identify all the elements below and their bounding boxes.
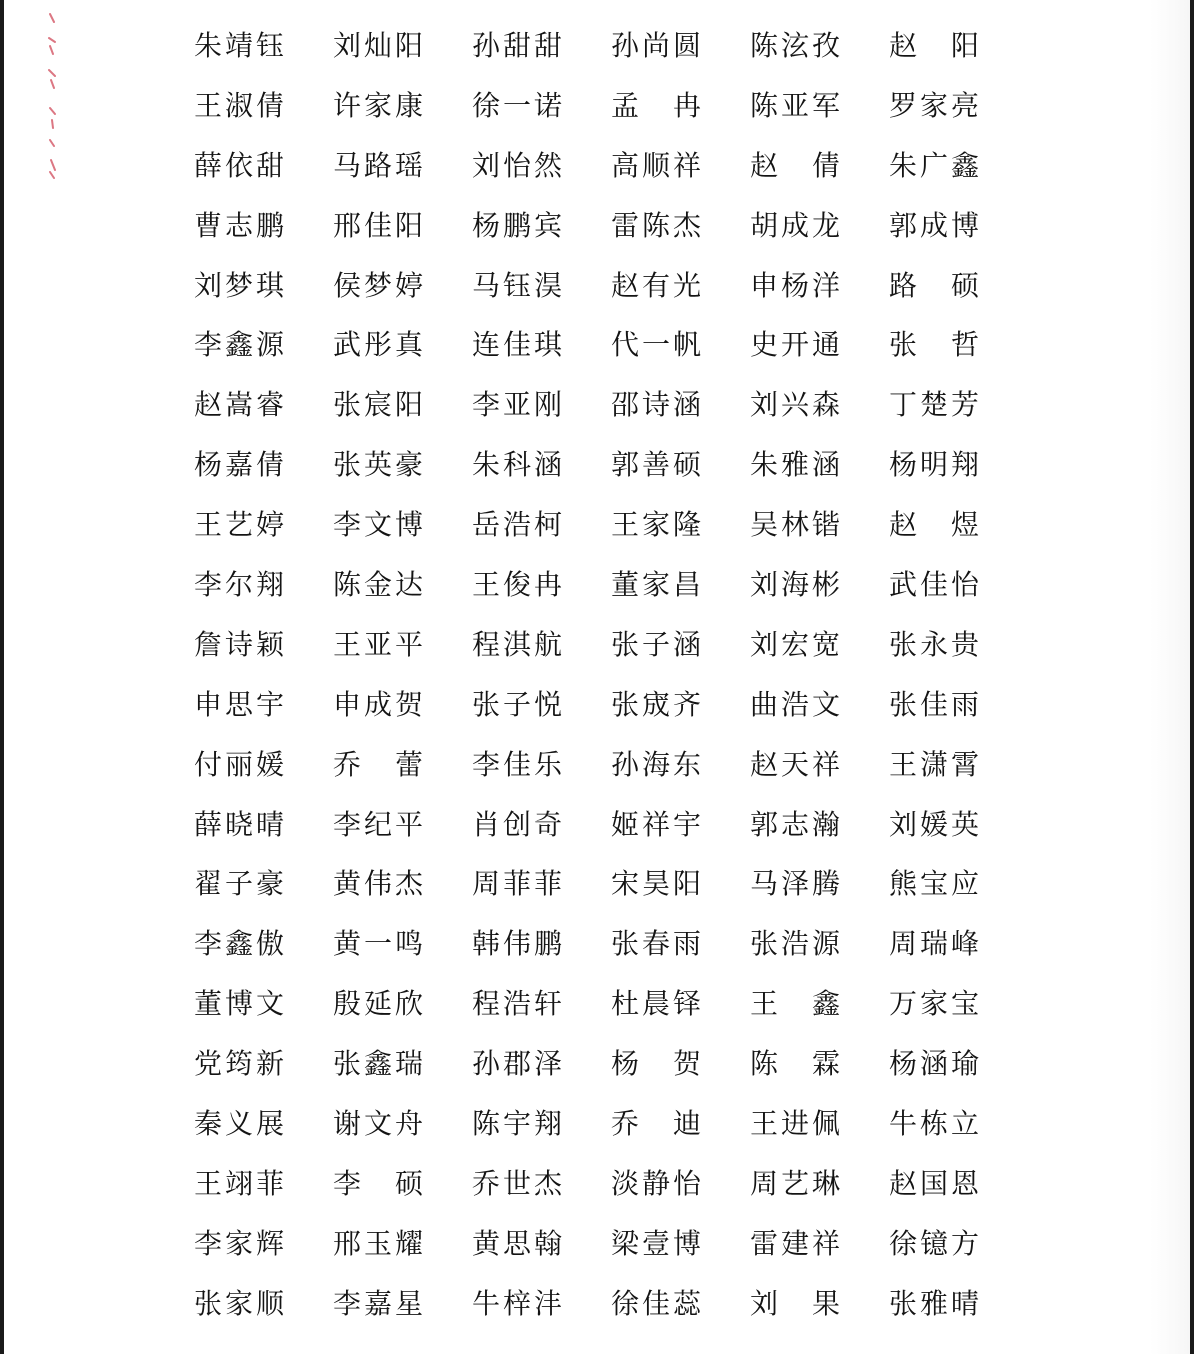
name-entry: 申杨洋 — [750, 268, 844, 302]
name-entry: 淡静怡 — [611, 1166, 705, 1200]
name-entry: 郭善硕 — [611, 448, 705, 482]
name-entry: 赵国恩 — [889, 1166, 983, 1200]
name-entry: 马路瑶 — [333, 148, 427, 182]
name-entry: 李文博 — [333, 508, 427, 542]
name-entry: 曹志鹏 — [194, 208, 288, 242]
name-entry: 薛晓晴 — [194, 807, 288, 841]
name-entry: 熊宝应 — [889, 867, 983, 901]
document-page — [4, 0, 1190, 1354]
name-entry: 马泽腾 — [750, 867, 844, 901]
name-entry: 付丽媛 — [194, 747, 288, 781]
name-entry: 谢文舟 — [333, 1107, 427, 1141]
name-entry: 程淇航 — [472, 627, 566, 661]
name-entry: 侯梦婷 — [333, 268, 427, 302]
name-entry: 武佳怡 — [889, 568, 983, 602]
name-entry: 薛依甜 — [194, 148, 288, 182]
name-entry: 董博文 — [194, 987, 288, 1021]
name-entry: 李鑫源 — [194, 328, 288, 362]
name-entry: 牛栋立 — [889, 1107, 983, 1141]
name-entry: 徐镱方 — [889, 1226, 983, 1260]
name-entry: 陈 霖 — [750, 1047, 844, 1081]
name-entry: 王淑倩 — [194, 88, 288, 122]
name-entry: 杨嘉倩 — [194, 448, 288, 482]
name-entry: 申思宇 — [194, 687, 288, 721]
name-entry: 武彤真 — [333, 328, 427, 362]
name-entry: 赵 倩 — [750, 148, 844, 182]
name-entry: 张子悦 — [472, 687, 566, 721]
name-entry: 周瑞峰 — [889, 927, 983, 961]
name-entry: 朱靖钰 — [194, 29, 288, 62]
name-entry: 张 哲 — [889, 328, 983, 362]
name-entry: 赵天祥 — [750, 747, 844, 781]
name-entry: 宋昊阳 — [611, 867, 705, 901]
name-entry: 王潇霄 — [889, 747, 983, 781]
name-entry: 申成贺 — [333, 687, 427, 721]
name-entry: 雷陈杰 — [611, 208, 705, 242]
name-entry: 乔 蕾 — [333, 747, 427, 781]
name-entry: 翟子豪 — [194, 867, 288, 901]
name-entry: 刘灿阳 — [333, 29, 427, 62]
name-entry: 张宬齐 — [611, 687, 705, 721]
name-entry: 李亚刚 — [472, 388, 566, 422]
name-entry: 程浩轩 — [472, 987, 566, 1021]
name-entry: 张浩源 — [750, 927, 844, 961]
name-entry: 吴林锴 — [750, 508, 844, 542]
red-stamp-edge-icon — [44, 10, 62, 180]
name-entry: 秦义展 — [194, 1107, 288, 1141]
name-entry: 张家顺 — [194, 1286, 288, 1320]
name-entry: 曲浩文 — [750, 687, 844, 721]
name-entry: 朱科涵 — [472, 448, 566, 482]
name-entry: 刘海彬 — [750, 568, 844, 602]
name-entry: 陈亚军 — [750, 88, 844, 122]
name-entry: 詹诗颖 — [194, 627, 288, 661]
name-entry: 邵诗涵 — [611, 388, 705, 422]
name-entry: 李佳乐 — [472, 747, 566, 781]
name-entry: 连佳琪 — [472, 328, 566, 362]
name-entry: 刘怡然 — [472, 148, 566, 182]
name-entry: 张鑫瑞 — [333, 1047, 427, 1081]
name-entry: 赵 煜 — [889, 508, 983, 542]
name-entry: 胡成龙 — [750, 208, 844, 242]
name-entry: 张子涵 — [611, 627, 705, 661]
name-entry: 肖创奇 — [472, 807, 566, 841]
name-entry: 赵有光 — [611, 268, 705, 302]
name-entry: 刘宏宽 — [750, 627, 844, 661]
name-entry: 万家宝 — [889, 987, 983, 1021]
name-entry: 史开通 — [750, 328, 844, 362]
name-entry: 王亚平 — [333, 627, 427, 661]
name-entry: 张宸阳 — [333, 388, 427, 422]
name-entry: 李鑫傲 — [194, 927, 288, 961]
name-entry: 高顺祥 — [611, 148, 705, 182]
name-entry: 郭志瀚 — [750, 807, 844, 841]
name-entry: 党筠新 — [194, 1047, 288, 1081]
name-entry: 陈宇翔 — [472, 1107, 566, 1141]
name-entry: 刘媛英 — [889, 807, 983, 841]
page-edge-shade — [1150, 0, 1190, 1354]
name-entry: 李家辉 — [194, 1226, 288, 1260]
name-entry: 许家康 — [333, 88, 427, 122]
name-entry: 李 硕 — [333, 1166, 427, 1200]
name-entry: 张佳雨 — [889, 687, 983, 721]
name-entry: 黄一鸣 — [333, 927, 427, 961]
name-entry: 赵嵩睿 — [194, 388, 288, 422]
name-entry: 李纪平 — [333, 807, 427, 841]
name-entry: 李尔翔 — [194, 568, 288, 602]
name-entry: 王进佩 — [750, 1107, 844, 1141]
name-entry: 罗家亮 — [889, 88, 983, 122]
name-entry: 李嘉星 — [333, 1286, 427, 1320]
name-entry: 邢玉耀 — [333, 1226, 427, 1260]
name-entry: 邢佳阳 — [333, 208, 427, 242]
name-entry: 梁壹博 — [611, 1226, 705, 1260]
name-entry: 马钰淏 — [472, 268, 566, 302]
names-list — [194, 16, 1028, 1334]
name-entry: 杨涵瑜 — [889, 1047, 983, 1081]
name-entry: 刘兴森 — [750, 388, 844, 422]
name-entry: 周艺琳 — [750, 1166, 844, 1200]
name-entry: 张春雨 — [611, 927, 705, 961]
name-entry: 刘 果 — [750, 1286, 844, 1320]
name-entry: 杨鹏宾 — [472, 208, 566, 242]
name-entry: 孙郡泽 — [472, 1047, 566, 1081]
name-entry: 代一帆 — [611, 328, 705, 362]
name-entry: 牛梓沣 — [472, 1286, 566, 1320]
name-entry: 黄伟杰 — [333, 867, 427, 901]
name-entry: 杨明翔 — [889, 448, 983, 482]
name-entry: 董家昌 — [611, 568, 705, 602]
name-entry: 朱广鑫 — [889, 148, 983, 182]
name-entry: 王 鑫 — [750, 987, 844, 1021]
name-entry: 周菲菲 — [472, 867, 566, 901]
name-entry: 黄思翰 — [472, 1226, 566, 1260]
name-entry: 徐一诺 — [472, 88, 566, 122]
name-entry: 孙海东 — [611, 747, 705, 781]
name-entry: 张英豪 — [333, 448, 427, 482]
name-entry: 郭成博 — [889, 208, 983, 242]
name-entry: 孟 冉 — [611, 88, 705, 122]
name-entry: 乔 迪 — [611, 1107, 705, 1141]
name-entry: 杨 贺 — [611, 1047, 705, 1081]
name-entry: 陈金达 — [333, 568, 427, 602]
name-entry: 杜晨铎 — [611, 987, 705, 1021]
name-entry: 陈泫孜 — [750, 29, 844, 62]
name-entry: 丁楚芳 — [889, 388, 983, 422]
name-entry: 王艺婷 — [194, 508, 288, 542]
name-entry: 姬祥宇 — [611, 807, 705, 841]
name-entry: 王家隆 — [611, 508, 705, 542]
name-entry: 刘梦琪 — [194, 268, 288, 302]
name-entry: 张永贵 — [889, 627, 983, 661]
name-entry: 岳浩柯 — [472, 508, 566, 542]
name-entry: 赵 阳 — [889, 29, 983, 62]
name-entry: 乔世杰 — [472, 1166, 566, 1200]
name-entry: 王俊冉 — [472, 568, 566, 602]
name-entry: 徐佳蕊 — [611, 1286, 705, 1320]
name-entry: 王翊菲 — [194, 1166, 288, 1200]
name-entry: 朱雅涵 — [750, 448, 844, 482]
name-entry: 路 硕 — [889, 268, 983, 302]
name-entry: 雷建祥 — [750, 1226, 844, 1260]
name-entry: 殷延欣 — [333, 987, 427, 1021]
name-entry: 孙尚圆 — [611, 29, 705, 62]
name-entry: 张雅晴 — [889, 1286, 983, 1320]
name-entry: 韩伟鹏 — [472, 927, 566, 961]
name-entry: 孙甜甜 — [472, 29, 566, 62]
